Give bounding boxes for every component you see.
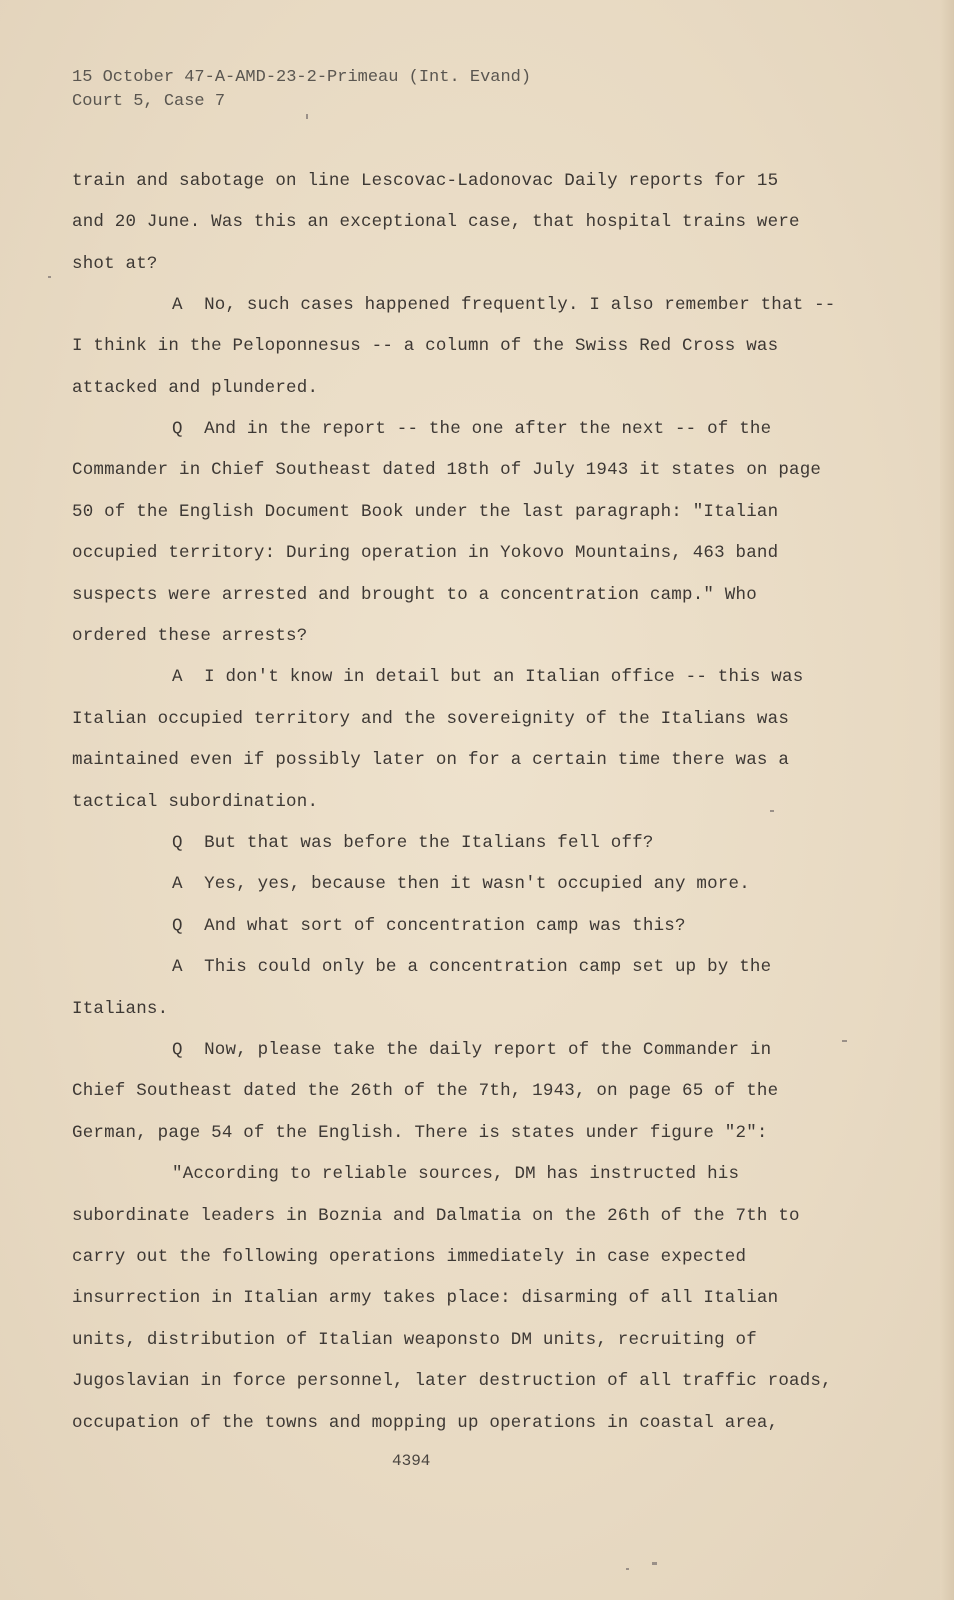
text-line: occupation of the towns and mopping up operations in coastal area,: [72, 1413, 779, 1433]
text-line: 50 of the English Document Book under the last paragraph: "Italian: [72, 502, 779, 522]
text-line: Q But that was before the Italians fell off?: [172, 833, 654, 853]
text-line: German, page 54 of the English. There is states under figure "2":: [72, 1123, 768, 1143]
paper-speck: [48, 276, 51, 278]
text-line: A No, such cases happened frequently. I also remember that --: [172, 295, 836, 315]
text-line: attacked and plundered.: [72, 378, 319, 398]
text-line: occupied territory: During operation in Yokovo Mountains, 463 band: [72, 543, 779, 563]
paper-speck: [626, 1568, 629, 1570]
paper-speck: [770, 810, 774, 812]
text-line: train and sabotage on line Lescovac-Ladonovac Daily reports for 15: [72, 171, 779, 191]
text-line: A Yes, yes, because then it wasn't occupied any more.: [172, 874, 750, 894]
text-line: I think in the Peloponnesus -- a column of the Swiss Red Cross was: [72, 336, 779, 356]
text-line: tactical subordination.: [72, 792, 319, 812]
paper-speck: [842, 1040, 847, 1042]
header-line-1: 15 October 47-A-AMD-23-2-Primeau (Int. Evand): [72, 68, 532, 87]
document-header: [72, 66, 531, 114]
text-line: Commander in Chief Southeast dated 18th of July 1943 it states on page: [72, 460, 822, 480]
text-line: units, distribution of Italian weaponsto DM units, recruiting of: [72, 1330, 757, 1350]
paper-speck: [306, 114, 308, 119]
page-edge: [940, 0, 954, 1600]
text-line: carry out the following operations immediately in case expected: [72, 1247, 747, 1267]
header-line-2: Court 5, Case 7: [72, 92, 226, 111]
text-line: shot at?: [72, 254, 158, 274]
text-line: maintained even if possibly later on for a certain time there was a: [72, 750, 790, 770]
text-line: Q And in the report -- the one after the next -- of the: [172, 419, 772, 439]
text-line: A I don't know in detail but an Italian office -- this was: [172, 667, 804, 687]
text-line: Italian occupied territory and the sovereignity of the Italians was: [72, 709, 790, 729]
paper-speck: [652, 1562, 657, 1565]
text-line: suspects were arrested and brought to a concentration camp." Who: [72, 585, 757, 605]
text-line: Italians.: [72, 999, 169, 1019]
text-line: Jugoslavian in force personnel, later destruction of all traffic roads,: [72, 1371, 832, 1391]
text-line: insurrection in Italian army takes place: disarming of all Italian: [72, 1288, 779, 1308]
text-line: Q And what sort of concentration camp was this?: [172, 916, 686, 936]
page-number: 4394: [392, 1452, 431, 1470]
text-line: A This could only be a concentration camp set up by the: [172, 957, 772, 977]
text-line: "According to reliable sources, DM has instructed his: [172, 1164, 740, 1184]
text-line: ordered these arrests?: [72, 626, 308, 646]
text-line: Chief Southeast dated the 26th of the 7th, 1943, on page 65 of the: [72, 1081, 779, 1101]
text-line: and 20 June. Was this an exceptional case, that hospital trains were: [72, 212, 800, 232]
text-line: Q Now, please take the daily report of the Commander in: [172, 1040, 772, 1060]
text-line: subordinate leaders in Boznia and Dalmatia on the 26th of the 7th to: [72, 1206, 800, 1226]
